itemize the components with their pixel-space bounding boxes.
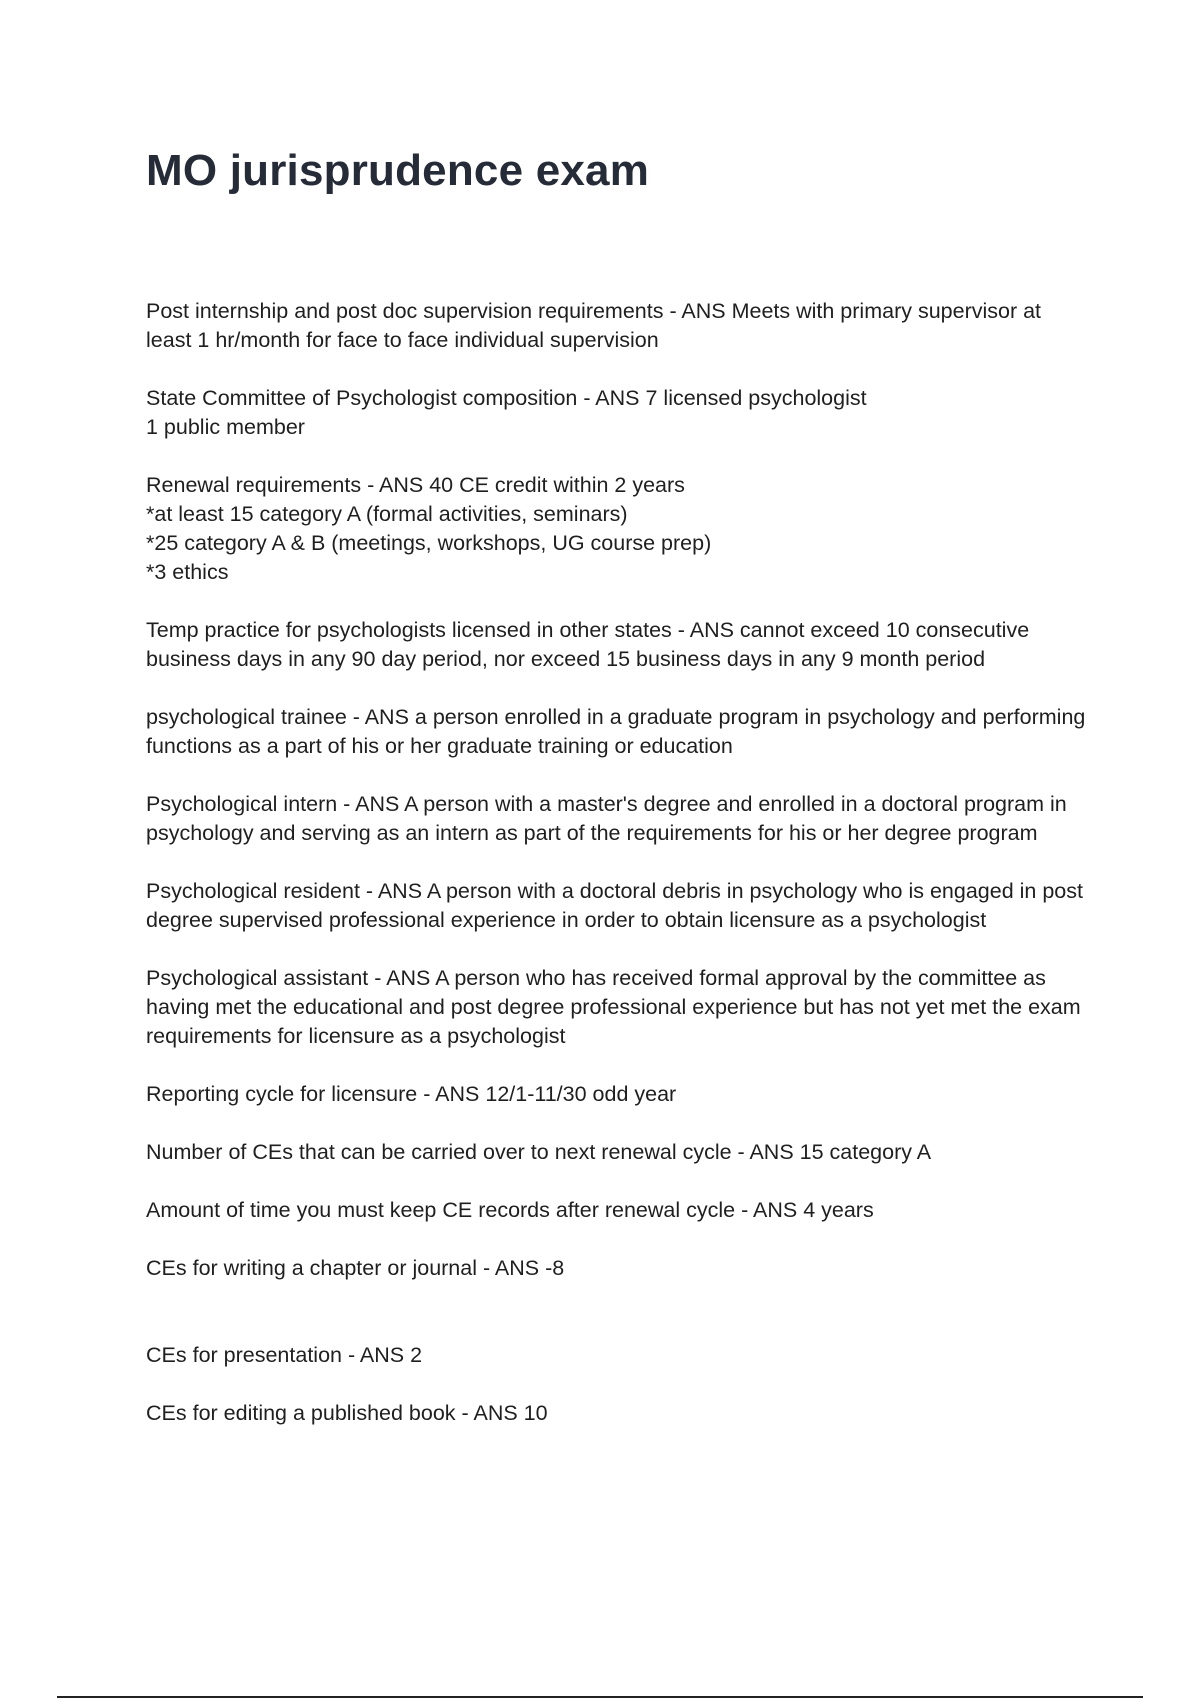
qa-item-chapter: CEs for writing a chapter or journal - ANS -8 — [146, 1256, 565, 1280]
qa-list — [146, 297, 1091, 1457]
qa-item-resident: Psychological resident - ANS A person with a doctoral debris in psychology who is engaged in post degree supervised professional experience in order to obtain licensure as a psychologist — [146, 879, 1083, 932]
qa-item-editing: CEs for editing a published book - ANS 10 — [146, 1401, 548, 1425]
document-title: MO jurisprudence exam — [146, 146, 650, 195]
qa-item-carry-over: Number of CEs that can be carried over to next renewal cycle - ANS 15 category A — [146, 1140, 932, 1164]
qa-item-intern: Psychological intern - ANS A person with a master's degree and enrolled in a doctoral program in psychology and serving as an intern as part of the requirements for his or her degree program — [146, 792, 1067, 845]
qa-item-trainee: psychological trainee - ANS a person enrolled in a graduate program in psychology and performing functions as a part of his or her graduate training or education — [146, 705, 1086, 758]
qa-item-assistant: Psychological assistant - ANS A person who has received formal approval by the committee as having met the educational and post degree professional experience but has not yet met the exam requirements for licensure as a psychologist — [146, 966, 1081, 1048]
footer-divider — [57, 1696, 1143, 1698]
qa-item-renewal: Renewal requirements - ANS 40 CE credit within 2 years *at least 15 category A (formal activities, seminars) *25 category A & B (meetings, workshops, UG course prep) *3 ethics — [146, 473, 712, 584]
qa-item-presentation: CEs for presentation - ANS 2 — [146, 1343, 423, 1367]
qa-item-reporting-cycle: Reporting cycle for licensure - ANS 12/1-11/30 odd year — [146, 1082, 677, 1106]
qa-item-temp-practice: Temp practice for psychologists licensed in other states - ANS cannot exceed 10 consecutive business days in any 90 day period, nor exceed 15 business days in any 9 month period — [146, 618, 1030, 671]
qa-item-records: Amount of time you must keep CE records after renewal cycle - ANS 4 years — [146, 1198, 874, 1222]
qa-item-supervision: Post internship and post doc supervision requirements - ANS Meets with primary supervisor at least 1 hr/month for face to face individual supervision — [146, 299, 1042, 352]
qa-item-committee: State Committee of Psychologist composition - ANS 7 licensed psychologist 1 public member — [146, 386, 867, 439]
